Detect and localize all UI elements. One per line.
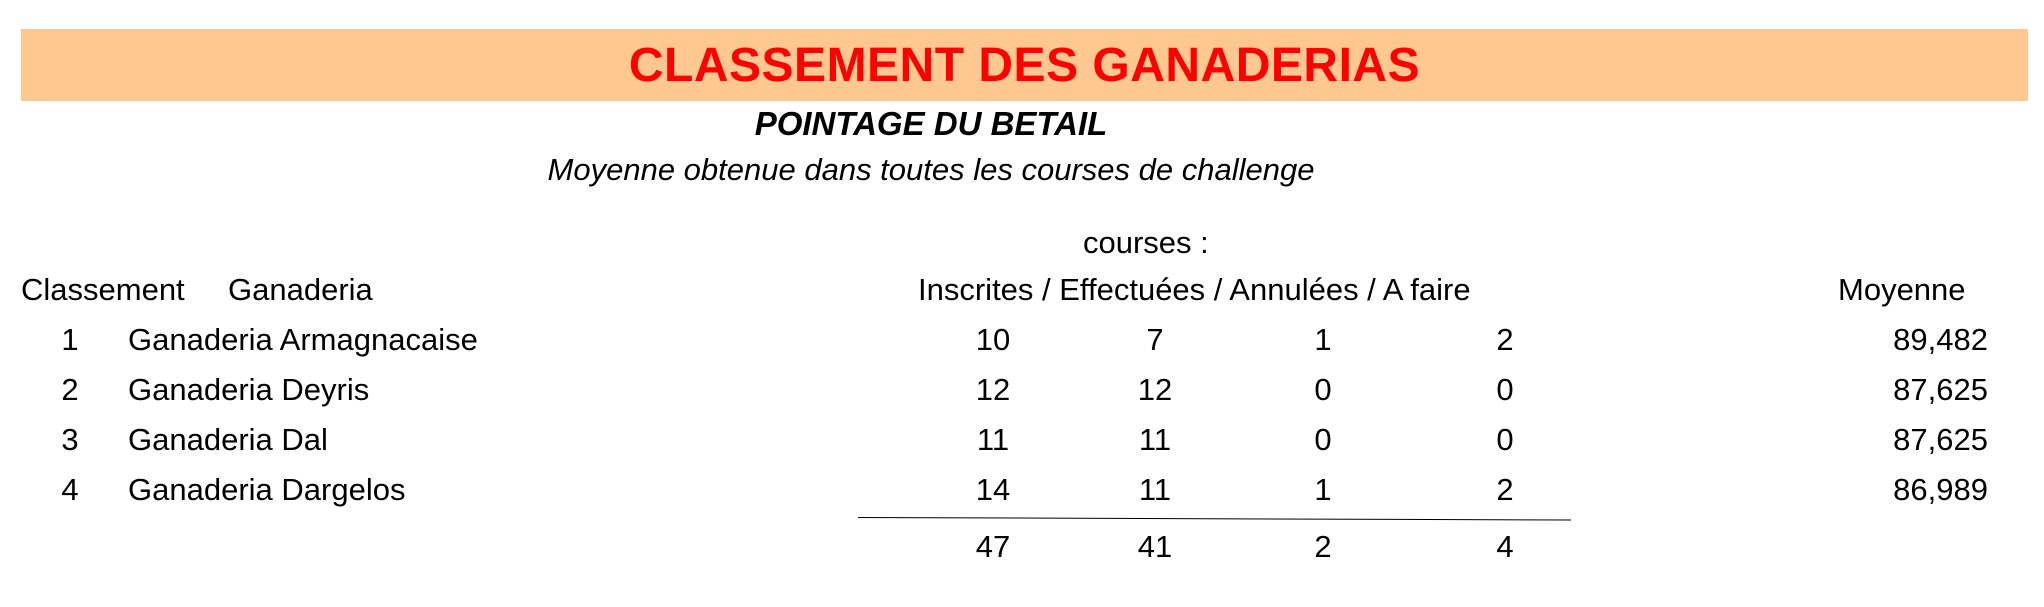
header-classement: Classement	[21, 272, 185, 307]
annulees-cell: 0	[1314, 372, 1332, 407]
rank-cell: 4	[61, 472, 79, 507]
rank-cell: 2	[61, 372, 79, 407]
effectuees-cell: 12	[1137, 372, 1173, 407]
ganaderia-name: Ganaderia Dargelos	[128, 472, 406, 507]
annulees-cell: 1	[1314, 322, 1332, 357]
header-ganaderia: Ganaderia	[228, 272, 373, 307]
page-title: CLASSEMENT DES GANADERIAS	[628, 38, 1421, 92]
title-banner	[21, 29, 2028, 101]
rank-cell: 1	[61, 322, 79, 357]
subtitle-note: Moyenne obtenue dans toutes les courses de challenge	[547, 152, 1315, 187]
effectuees-cell: 7	[1146, 322, 1164, 357]
inscrites-cell: 14	[975, 472, 1011, 507]
total-annulees: 2	[1314, 529, 1332, 564]
total-inscrites: 47	[975, 529, 1011, 564]
ganaderia-name: Ganaderia Dal	[128, 422, 328, 457]
inscrites-cell: 10	[975, 322, 1011, 357]
header-courses-columns: Inscrites / Effectuées / Annulées / A faire	[918, 272, 1471, 307]
a-faire-cell: 0	[1496, 422, 1514, 457]
moyenne-cell: 89,482	[1893, 322, 1988, 357]
a-faire-cell: 2	[1496, 472, 1514, 507]
inscrites-cell: 11	[976, 422, 1010, 457]
ganaderia-name: Ganaderia Deyris	[128, 372, 370, 407]
inscrites-cell: 12	[975, 372, 1011, 407]
annulees-cell: 0	[1314, 422, 1332, 457]
total-a-faire: 4	[1496, 529, 1514, 564]
moyenne-cell: 87,625	[1893, 422, 1988, 457]
effectuees-cell: 11	[1138, 472, 1172, 507]
ganaderia-name: Ganaderia Armagnacaise	[128, 322, 478, 357]
total-effectuees: 41	[1137, 529, 1173, 564]
rank-cell: 3	[61, 422, 79, 457]
effectuees-cell: 11	[1138, 422, 1172, 457]
header-moyenne: Moyenne	[1838, 272, 1966, 307]
moyenne-cell: 86,989	[1893, 472, 1988, 507]
a-faire-cell: 0	[1496, 372, 1514, 407]
totals-rule	[858, 517, 1571, 520]
annulees-cell: 1	[1314, 472, 1332, 507]
moyenne-cell: 87,625	[1893, 372, 1988, 407]
subtitle: POINTAGE DU BETAIL	[754, 105, 1108, 142]
courses-group-label: courses :	[1083, 225, 1209, 260]
a-faire-cell: 2	[1496, 322, 1514, 357]
